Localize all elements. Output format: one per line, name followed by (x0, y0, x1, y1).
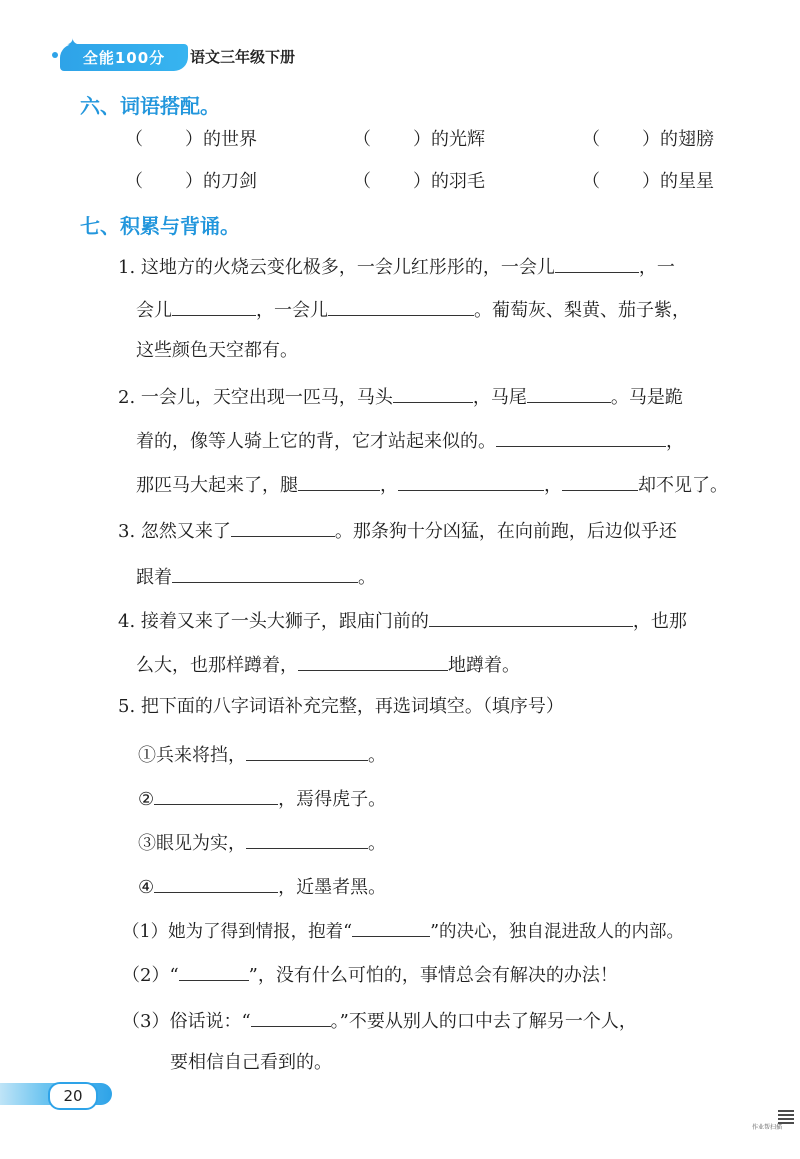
q5-title: 5. 把下面的八字词语补充完整，再选词填空。（填序号） (118, 696, 564, 717)
answer-blank[interactable] (154, 870, 278, 893)
match-text: 的刀剑 (203, 171, 257, 192)
q3-line1: 3. 忽然又来了 。那条狗十分凶猛，在向前跑，后边似乎还 (118, 514, 677, 547)
idiom-item: ③眼见为实， 。 (138, 826, 386, 859)
match-item[interactable]: （ ）的光辉 (353, 129, 485, 150)
q1-line3: 这些颜色天空都有。 (136, 340, 298, 361)
q2-line3: 那匹马大起来了，腿 ， ， 却不见了。 (136, 468, 728, 501)
answer-blank[interactable] (328, 293, 474, 316)
answer-blank[interactable] (398, 468, 544, 491)
match-text: 的光辉 (431, 129, 485, 150)
answer-blank[interactable] (172, 293, 256, 316)
q2-line2: 着的，像等人骑上它的背，它才站起来似的。 ， (136, 424, 684, 457)
answer-blank[interactable] (172, 560, 358, 583)
match-text: 的羽毛 (431, 171, 485, 192)
idiom-item: ①兵来将挡， 。 (138, 738, 386, 771)
section6-title: 六、词语搭配。 (80, 94, 220, 118)
match-item[interactable]: （ ）的翅膀 (582, 129, 714, 150)
answer-blank[interactable] (393, 380, 473, 403)
idiom-item: ② ，焉得虎子。 (138, 782, 386, 815)
q2-line1: 2. 一会儿，天空出现一匹马，马头 ，马尾 。马是跪 (118, 380, 683, 413)
answer-blank[interactable] (352, 914, 430, 937)
answer-blank[interactable] (246, 826, 368, 849)
q4-line1: 4. 接着又来了一头大狮子，跟庙门前的 ，也那 (118, 604, 687, 637)
header-dot (52, 52, 58, 58)
match-text: 的世界 (203, 129, 257, 150)
match-text: 的翅膀 (660, 129, 714, 150)
match-text: 的星星 (660, 171, 714, 192)
page-number: 20 (48, 1082, 98, 1110)
answer-blank[interactable] (179, 958, 249, 981)
answer-blank[interactable] (251, 1004, 331, 1027)
answer-blank[interactable] (562, 468, 638, 491)
answer-blank[interactable] (231, 514, 335, 537)
match-item[interactable]: （ ）的星星 (582, 171, 714, 192)
answer-blank[interactable] (527, 380, 611, 403)
q1-line1: 1. 这地方的火烧云变化极多，一会儿红彤彤的，一会儿 ，一 (118, 250, 675, 283)
qr-caption: 作业帮扫描 (752, 1124, 783, 1131)
section7-title: 七、积累与背诵。 (80, 214, 240, 238)
brand-badge (60, 44, 188, 71)
fill-sentence-1: （1）她为了得到情报，抱着“ ”的决心，独自混进敌人的内部。 (122, 914, 684, 947)
match-item[interactable]: （ ）的羽毛 (353, 171, 485, 192)
fill-sentence-3-cont: 要相信自己看到的。 (170, 1052, 332, 1073)
answer-blank[interactable] (298, 648, 448, 671)
q4-line2: 么大，也那样蹲着， 地蹲着。 (136, 648, 520, 681)
fill-sentence-2: （2）“ ”，没有什么可怕的，事情总会有解决的办法！ (122, 958, 618, 991)
answer-blank[interactable] (298, 468, 380, 491)
match-item[interactable]: （ ）的刀剑 (125, 171, 257, 192)
answer-blank[interactable] (246, 738, 368, 761)
match-item[interactable]: （ ）的世界 (125, 129, 257, 150)
fill-sentence-3: （3）俗话说：“ 。”不要从别人的口中去了解另一个人， (122, 1004, 637, 1037)
answer-blank[interactable] (154, 782, 278, 805)
subject-title: 语文三年级下册 (190, 48, 296, 66)
q1-line2: 会儿 ，一会儿 。葡萄灰、梨黄、茄子紫， (136, 293, 690, 326)
brand-label: 全能100分 (82, 49, 166, 67)
idiom-item: ④ ，近墨者黑。 (138, 870, 386, 903)
answer-blank[interactable] (555, 250, 639, 273)
answer-blank[interactable] (429, 604, 633, 627)
answer-blank[interactable] (496, 424, 666, 447)
q3-line2: 跟着 。 (136, 560, 376, 593)
